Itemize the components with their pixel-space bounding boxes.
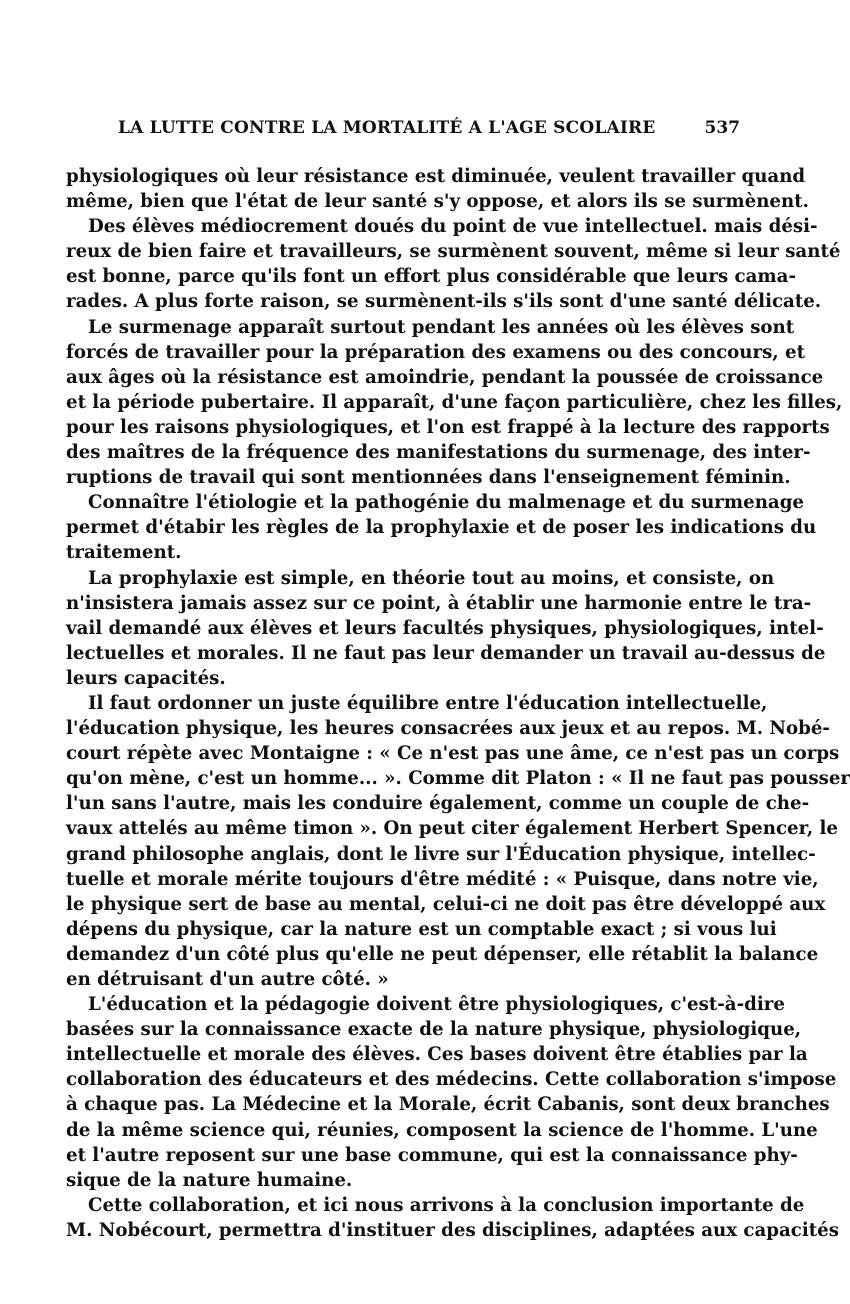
page-number: 537 [704,118,740,138]
text-line: est bonne, parce qu'ils font un effort plus considérable que leurs cama- [66,266,796,288]
text-line: basées sur la connaissance exacte de la nature physique, physiologique, [66,1019,802,1041]
text-line: forcés de travailler pour la préparation des examens ou des concours, et [66,341,805,363]
text-line: Cette collaboration, et ici nous arrivons à la conclusion importante de [88,1194,805,1216]
text-line: ruptions de travail qui sont mentionnées dans l'enseignement féminin. [66,467,791,489]
text-line: l'éducation physique, les heures consacrées aux jeux et au repos. M. Nobé- [66,718,830,740]
text-line: des maîtres de la fréquence des manifestations du surmenage, des inter- [66,442,811,464]
text-line: et l'autre reposent sur une base commune, qui est la connaissance phy- [66,1144,798,1166]
text-line: dépens du physique, car la nature est un comptable exact ; si vous lui [66,918,777,940]
text-line: L'éducation et la pédagogie doivent être physiologiques, c'est-à-dire [88,994,785,1016]
text-line: vaux attelés au même timon ». On peut citer également Herbert Spencer, le [66,818,839,840]
text-line: traitement. [66,542,182,564]
text-line: pour les raisons physiologiques, et l'on est frappé à la lecture des rapports [66,416,830,438]
text-line: La prophylaxie est simple, en théorie tout au moins, et consiste, on [88,567,775,589]
text-line: n'insistera jamais assez sur ce point, à établir une harmonie entre le tra- [66,592,812,614]
text-line: collaboration des éducateurs et des médecins. Cette collaboration s'impose [66,1069,837,1091]
text-line: le physique sert de base au mental, celui-ci ne doit pas être développé aux [66,893,826,915]
text-line: qu'on mène, c'est un homme... ». Comme dit Platon : « Il ne faut pas pousser [66,768,850,790]
text-line: Connaître l'étiologie et la pathogénie du malmenage et du surmenage [88,492,804,514]
text-line: physiologiques où leur résistance est diminuée, veulent travailler quand [66,166,806,187]
text-line: et la période pubertaire. Il apparaît, d'une façon particulière, chez les filles, [66,391,843,413]
body-text [66,164,850,1243]
text-line: demandez d'un côté plus qu'elle ne peut dépenser, elle rétablit la balance [66,943,819,965]
text-line: même, bien que l'état de leur santé s'y oppose, et alors ils se surmènent. [66,191,809,213]
text-line: à chaque pas. La Médecine et la Morale, écrit Cabanis, sont deux branches [66,1094,830,1116]
text-line: de la même science qui, réunies, composent la science de l'homme. L'une [66,1119,818,1141]
text-line: tuelle et morale mérite toujours d'être médité : « Puisque, dans notre vie, [66,868,819,890]
text-line: sique de la nature humaine. [66,1169,353,1191]
text-line: grand philosophe anglais, dont le livre sur l'Éducation physique, intellec- [66,843,816,865]
text-line: l'un sans l'autre, mais les conduire également, comme un couple de che- [66,793,810,815]
running-header [66,118,740,148]
text-line: Il faut ordonner un juste équilibre entre l'éducation intellectuelle, [88,692,768,714]
text-line: aux âges où la résistance est amoindrie, pendant la poussée de croissance [66,366,824,388]
text-line: court répète avec Montaigne : « Ce n'est pas une âme, ce n'est pas un corps [66,743,840,765]
text-line: reux de bien faire et travailleurs, se surmènent souvent, même si leur santé [66,241,841,263]
text-line: rades. A plus forte raison, se surmènent-ils s'ils sont d'une santé délicate. [66,291,822,313]
text-line: lectuelles et morales. Il ne faut pas leur demander un travail au-dessus de [66,642,826,664]
text-line: permet d'étabir les règles de la prophylaxie et de poser les indications du [66,517,817,539]
text-line: leurs capacités. [66,667,226,689]
text-line: M. Nobécourt, permettra d'instituer des disciplines, adaptées aux capacités [66,1219,839,1241]
text-line: intellectuelle et morale des élèves. Ces bases doivent être établies par la [66,1044,808,1066]
running-title: LA LUTTE CONTRE LA MORTALITÉ A L'AGE SCOLAIRE [118,118,656,138]
text-line: en détruisant d'un autre côté. » [66,969,389,990]
text-line: Des élèves médiocrement doués du point de vue intellectuel. mais dési- [88,216,818,238]
text-line: Le surmenage apparaît surtout pendant les années où les élèves sont [88,316,795,338]
text-line: vail demandé aux élèves et leurs facultés physiques, physiologiques, intel- [66,617,824,639]
